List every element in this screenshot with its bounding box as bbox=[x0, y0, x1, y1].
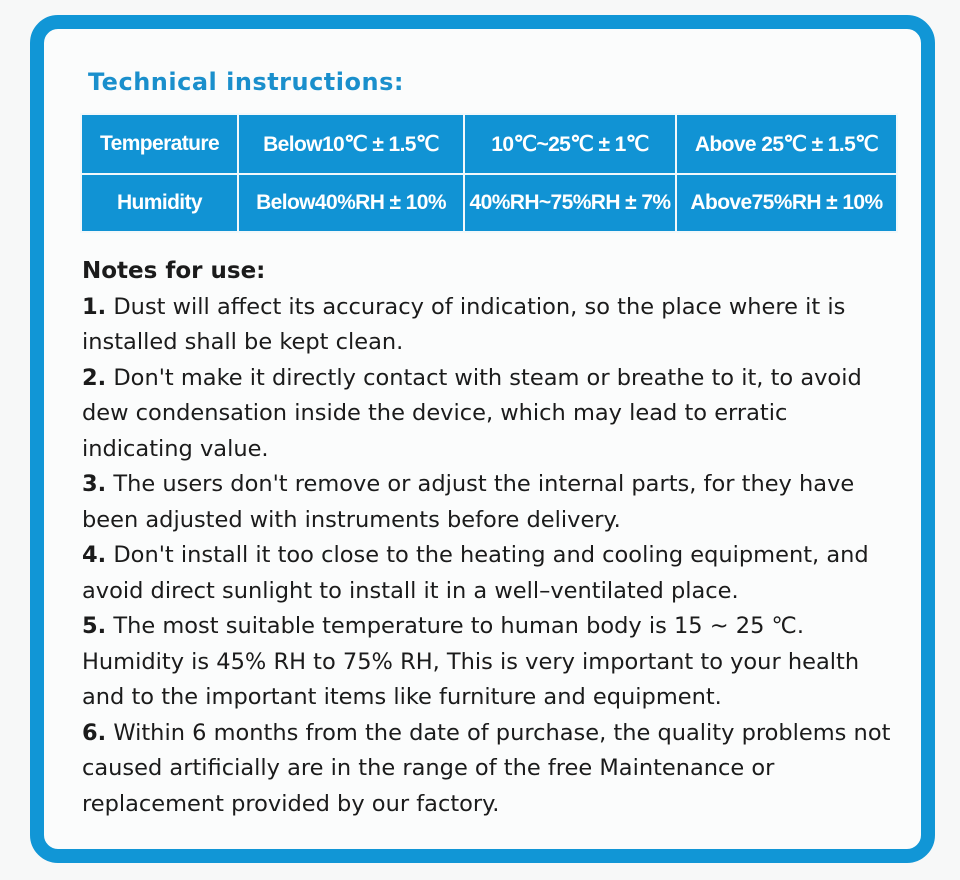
note-item-2 bbox=[82, 361, 897, 468]
row-label-humidity: Humidity bbox=[81, 174, 238, 232]
temp-cell-low: Below10℃ ± 1.5℃ bbox=[238, 114, 464, 174]
note-number: 6. bbox=[82, 719, 107, 746]
table-row-humidity bbox=[81, 174, 897, 232]
note-text: Don't make it directly contact with steam or breathe to it, to avoid dew condensation inside the device, which may lead to erratic indicating value. bbox=[82, 364, 862, 462]
note-number: 3. bbox=[82, 471, 107, 497]
notes-section bbox=[82, 254, 897, 822]
note-item-1 bbox=[82, 290, 897, 361]
note-number: 4. bbox=[82, 542, 107, 568]
notes-title: Notes for use: bbox=[82, 258, 266, 284]
temp-cell-high: Above 25℃ ± 1.5℃ bbox=[676, 114, 897, 174]
humidity-cell-high: Above75%RH ± 10% bbox=[676, 174, 897, 232]
note-text: The users don't remove or adjust the internal parts, for they have been adjusted with instruments before delivery. bbox=[82, 471, 855, 533]
table-row-temperature bbox=[81, 114, 897, 174]
humidity-cell-low: Below40%RH ± 10% bbox=[238, 174, 464, 232]
note-item-4 bbox=[82, 538, 897, 609]
note-item-3 bbox=[82, 467, 897, 538]
note-item-6 bbox=[82, 716, 897, 823]
note-text: Dust will affect its accuracy of indication, so the place where it is installed shall be kept clean. bbox=[82, 293, 846, 355]
note-number: 2. bbox=[82, 364, 107, 391]
row-label-temperature: Temperature bbox=[81, 114, 238, 174]
note-text: Don't install it too close to the heating and cooling equipment, and avoid direct sunlight to install it in a well–ventilated place. bbox=[82, 542, 869, 604]
humidity-cell-mid: 40%RH~75%RH ± 7% bbox=[464, 174, 676, 232]
note-text: Within 6 months from the date of purchase, the quality problems not caused artificially are in the range of the free Maintenance or replacement provided by our factory. bbox=[82, 719, 891, 817]
note-number: 1. bbox=[82, 293, 107, 320]
note-text: The most suitable temperature to human body is 15 ~ 25 ℃. Humidity is 45% RH to 75% RH, This is very important to your health and to the important items like furniture and equipment. bbox=[82, 613, 860, 710]
note-item-5 bbox=[82, 609, 897, 716]
note-number: 5. bbox=[82, 613, 107, 639]
spec-table bbox=[80, 113, 898, 233]
temp-cell-mid: 10℃~25℃ ± 1℃ bbox=[464, 114, 676, 174]
technical-title: Technical instructions: bbox=[88, 68, 404, 96]
